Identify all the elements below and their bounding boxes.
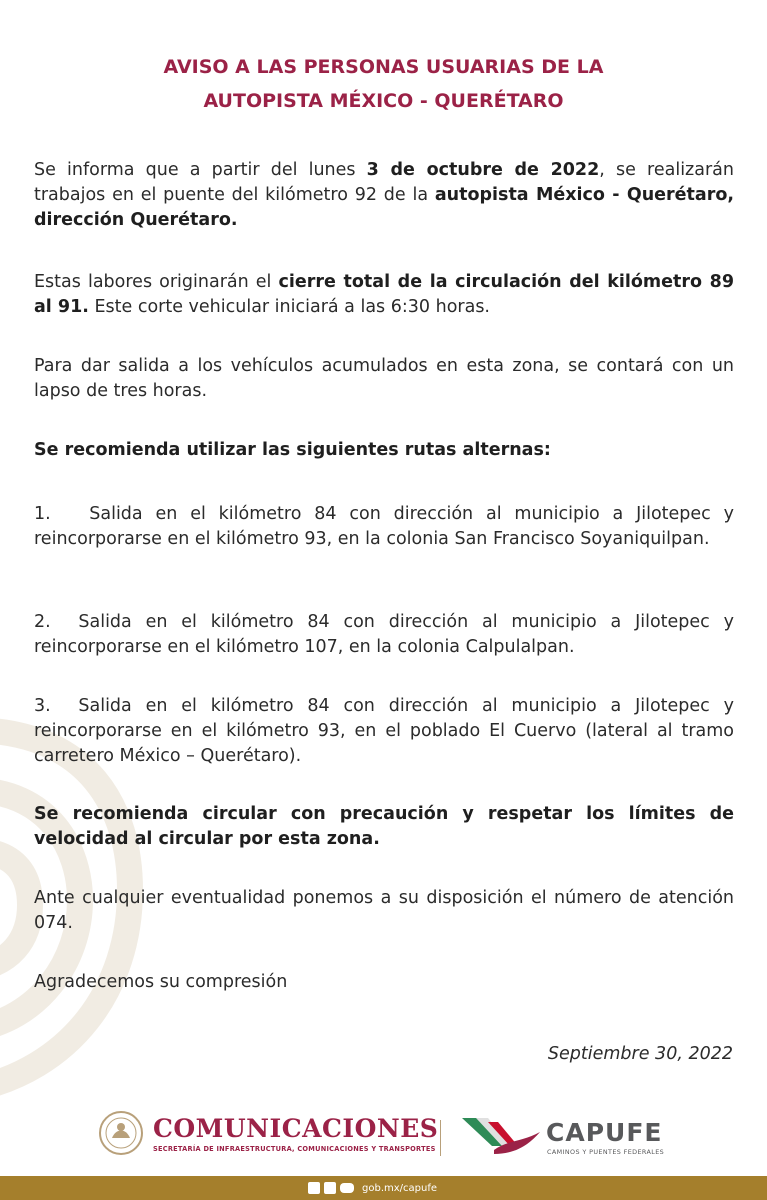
capufe-logo [458,1112,678,1164]
thanks-paragraph: Agradecemos su compresión [34,972,288,992]
comunicaciones-subtitle: SECRETARÍA DE INFRAESTRUCTURA, COMUNICACIONES Y TRANSPORTES [153,1145,436,1153]
comunicaciones-wordmark: COMUNICACIONES [153,1114,439,1143]
paragraph-exit-time: Para dar salida a los vehículos acumulados en esta zona, se contará con un lapso de tres horas. [34,356,734,401]
route-item-3: 3. Salida en el kilómetro 84 con dirección al municipio a Jilotepec y reincorporarse en el kilómetro 93, en el poblado El Cuervo (lateral al tramo carretero México – Querétaro). [34,696,734,766]
footer-bar [0,1176,767,1200]
paragraph-closure: Estas labores originarán el cierre total de la circulación del kilómetro 89 al 91. Este corte vehicular iniciará a las 6:30 horas. [34,272,734,317]
notice-title-line-1: AVISO A LAS PERSONAS USUARIAS DE LA [163,56,604,78]
logo-divider [440,1120,441,1156]
notice-title-line-2: AUTOPISTA MÉXICO - QUERÉTARO [203,90,564,112]
twitter-icon[interactable] [324,1182,336,1194]
capufe-wordmark: CAPUFE [546,1118,663,1147]
capufe-emblem-icon [458,1112,543,1160]
footer-url-link[interactable]: gob.mx/capufe [362,1182,438,1194]
paragraph-start-date: Se informa que a partir del lunes 3 de octubre de 2022, se realizarán trabajos en el puente del kilómetro 92 de la autopista México - Querétaro, dirección Querétaro. [34,160,734,230]
youtube-icon[interactable] [340,1183,354,1193]
route-item-1: 1. Salida en el kilómetro 84 con dirección al municipio a Jilotepec y reincorporarse en el kilómetro 93, en la colonia San Francisco Soyaniquilpan. [34,504,734,549]
capufe-subtitle: CAMINOS Y PUENTES FEDERALES [547,1148,665,1156]
national-seal-icon [98,1110,144,1156]
comunicaciones-logo [98,1110,439,1165]
contact-paragraph: Ante cualquier eventualidad ponemos a su disposición el número de atención 074. [34,888,734,933]
caution-paragraph: Se recomienda circular con precaución y respetar los límites de velocidad al circular por esta zona. [34,804,734,849]
notice-date: Septiembre 30, 2022 [547,1044,733,1064]
facebook-icon[interactable] [308,1182,320,1194]
route-item-2: 2. Salida en el kilómetro 84 con dirección al municipio a Jilotepec y reincorporarse en el kilómetro 107, en la colonia Calpulalpan. [34,612,734,657]
alternate-routes-heading: Se recomienda utilizar las siguientes rutas alternas: [34,440,551,460]
